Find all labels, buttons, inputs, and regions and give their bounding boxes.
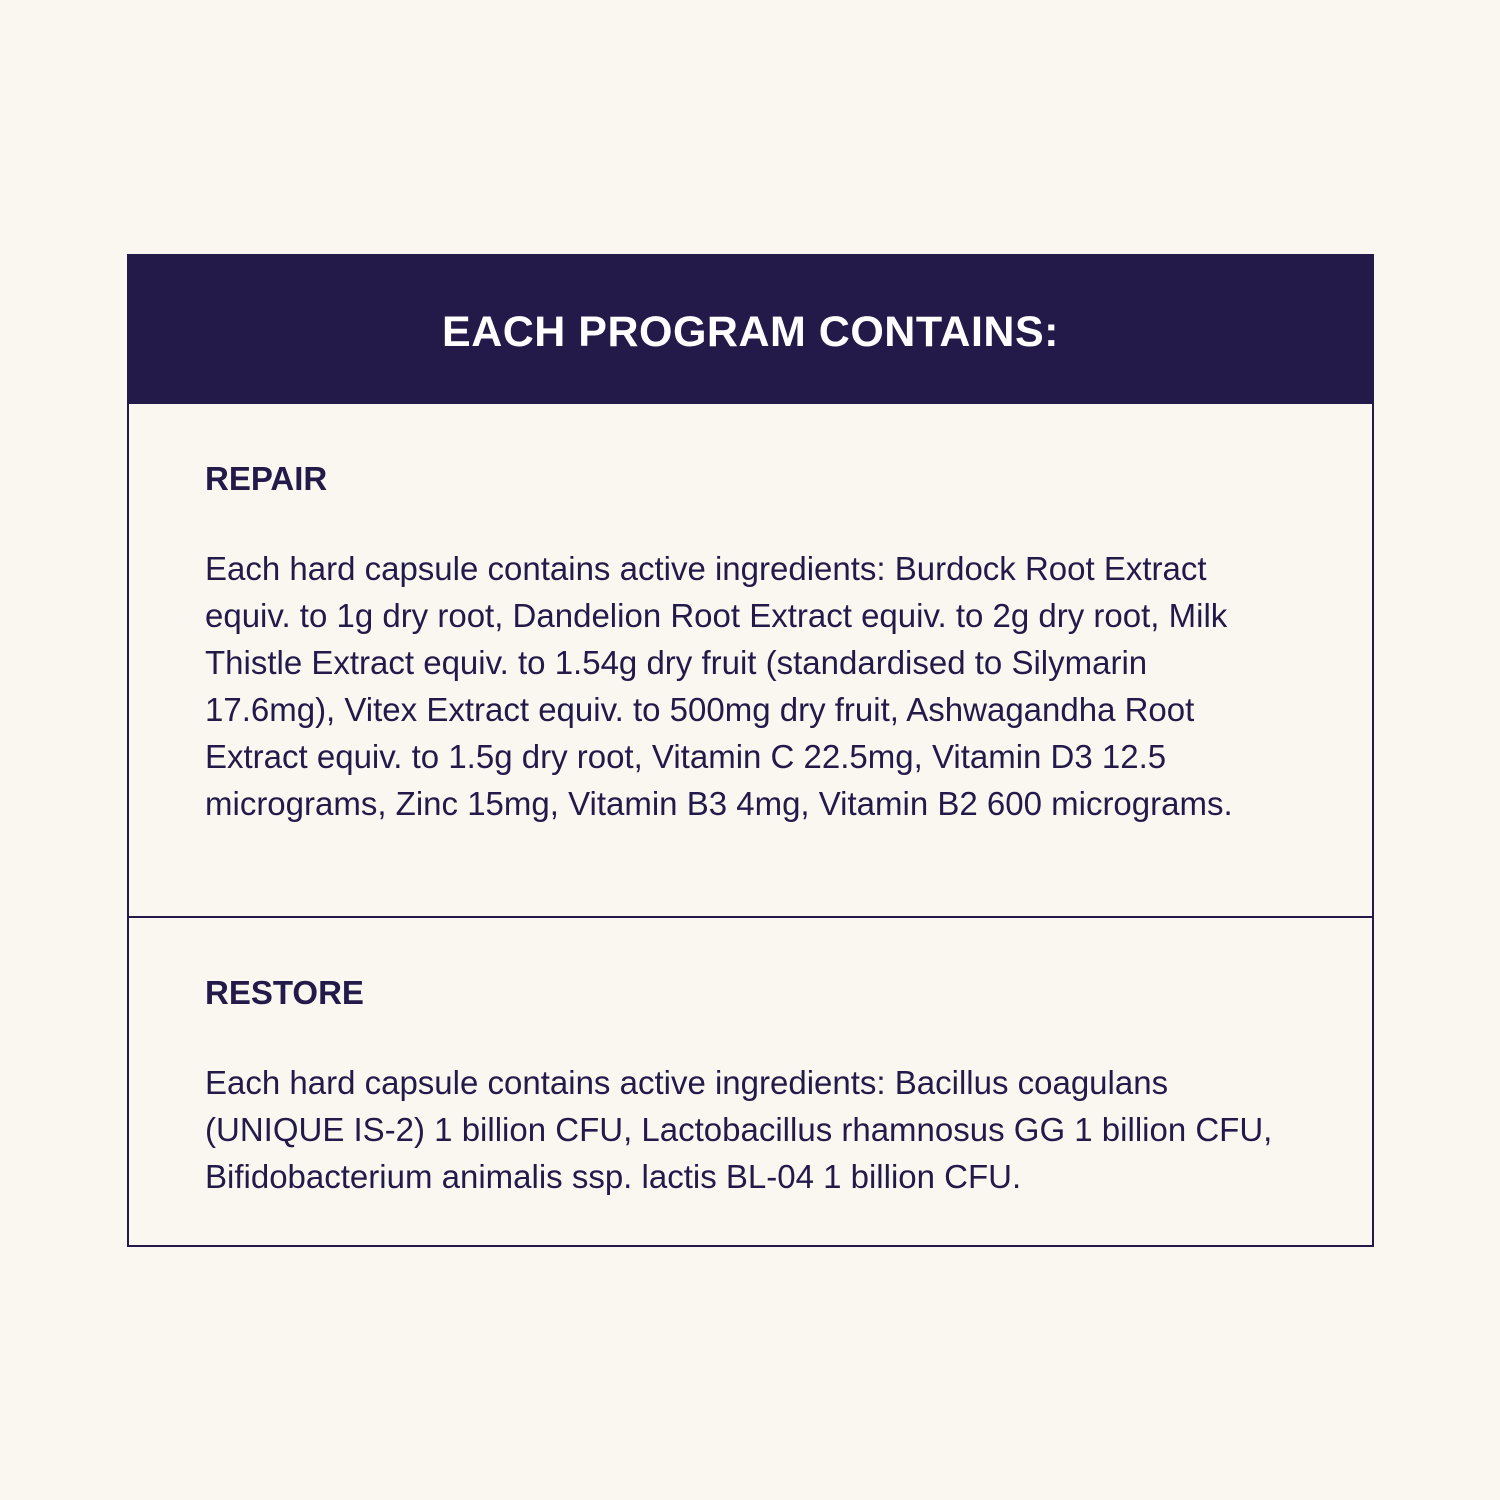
- restore-ingredients-text: Each hard capsule contains active ingredients: Bacillus coagulans (UNIQUE IS-2) 1 billion CFU, Lactobacillus rhamnosus GG 1 billion CFU, Bifidobacterium animalis ssp. lactis BL-04 1 billion CFU.: [205, 1064, 1273, 1195]
- repair-section: [129, 404, 1372, 918]
- card-title: EACH PROGRAM CONTAINS:: [442, 307, 1059, 356]
- program-contents-card: [127, 254, 1374, 1247]
- restore-heading: RESTORE: [205, 974, 364, 1011]
- restore-section: [129, 918, 1372, 1243]
- repair-ingredients-text: Each hard capsule contains active ingredients: Burdock Root Extract equiv. to 1g dry root, Dandelion Root Extract equiv. to 2g dry root, Milk Thistle Extract equiv. to 1.54g dry fruit (standardised to Silymarin 17.6mg), Vitex Extract equiv. to 500mg dry fruit, Ashwagandha Root Extract equiv. to 1.5g dry root, Vitamin C 22.5mg, Vitamin D3 12.5 micrograms, Zinc 15mg, Vitamin B3 4mg, Vitamin B2 600 micrograms.: [205, 550, 1233, 822]
- card-header: [129, 256, 1372, 404]
- repair-heading: REPAIR: [205, 460, 328, 497]
